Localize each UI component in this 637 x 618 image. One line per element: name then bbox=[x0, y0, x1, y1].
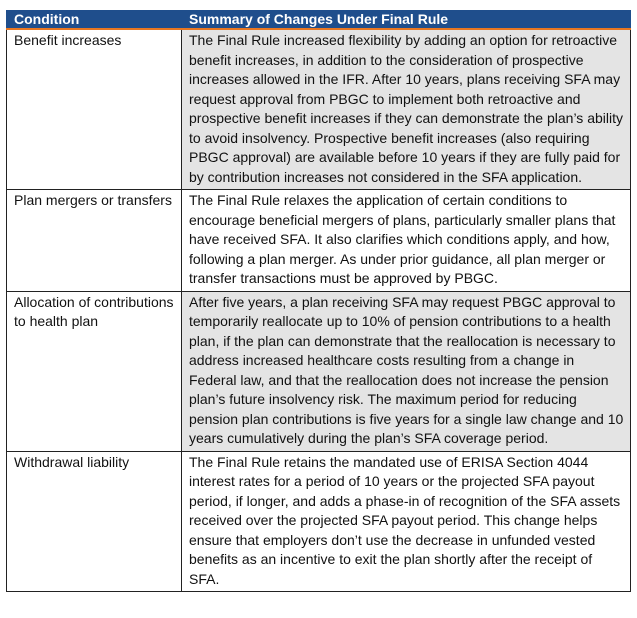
condition-cell: Allocation of contributions to health plan bbox=[7, 291, 182, 451]
table-row-plan-mergers bbox=[7, 190, 631, 292]
header-row bbox=[7, 10, 631, 29]
table-row-withdrawal-liability bbox=[7, 451, 631, 592]
condition-cell: Benefit increases bbox=[7, 29, 182, 190]
header-condition: Condition bbox=[7, 10, 182, 29]
condition-cell: Withdrawal liability bbox=[7, 451, 182, 592]
summary-cell: The Final Rule relaxes the application of certain conditions to encourage beneficial mergers of plans, particularly smaller plans that have received SFA. It also clarifies which conditions apply, and how, following a plan merger. As under prior guidance, all plan merger or transfer transactions must be approved by PBGC. bbox=[182, 190, 631, 292]
table-header bbox=[7, 10, 631, 29]
header-summary: Summary of Changes Under Final Rule bbox=[182, 10, 631, 29]
table-row-benefit-increases bbox=[7, 29, 631, 190]
table-body bbox=[7, 29, 631, 592]
summary-cell: After five years, a plan receiving SFA may request PBGC approval to temporarily reallocate up to 10% of pension contributions to a health plan, if the plan can demonstrate that the reallocation is necessary to address increased healthcare costs resulting from a change in Federal law, and that the reallocation does not increase the pension plan’s future insolvency risk. The maximum period for reducing pension plan contributions is five years for a single law change and 10 years cumulatively during the plan’s SFA coverage period. bbox=[182, 291, 631, 451]
condition-cell: Plan mergers or transfers bbox=[7, 190, 182, 292]
table-row-health-plan-allocation bbox=[7, 291, 631, 451]
summary-cell: The Final Rule retains the mandated use of ERISA Section 4044 interest rates for a period of 10 years or the projected SFA payout period, if longer, and adds a phase-in of recognition of the SFA assets received over the projected SFA payout period. This change helps ensure that employers don’t use the decrease in unfunded vested benefits as an incentive to exit the plan shortly after the receipt of SFA. bbox=[182, 451, 631, 592]
final-rule-summary-table bbox=[6, 10, 631, 592]
summary-cell: The Final Rule increased flexibility by adding an option for retroactive benefit increases, in addition to the consideration of prospective increases allowed in the IFR. After 10 years, plans receiving SFA may request approval from PBGC to implement both retroactive and prospective benefit increases if they can demonstrate the plan’s ability to avoid insolvency. Prospective benefit increases (also requiring PBGC approval) are available before 10 years if they are fully paid for by contribution increases not considered in the SFA application. bbox=[182, 29, 631, 190]
